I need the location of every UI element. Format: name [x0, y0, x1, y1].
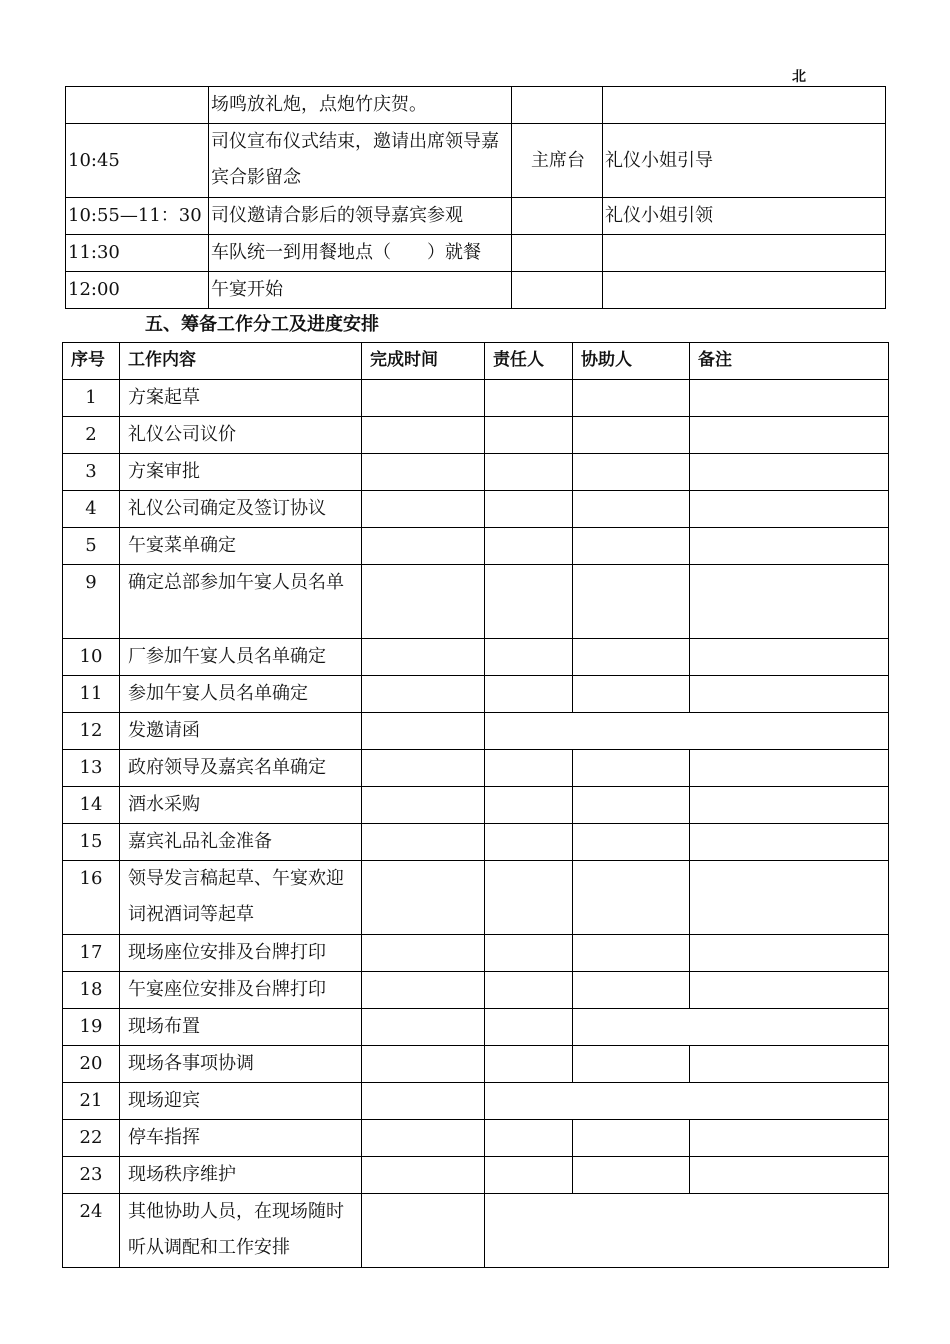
- schedule-row: [66, 87, 886, 124]
- task-number: 18: [63, 972, 120, 1009]
- task-due-time-cell: [362, 1083, 485, 1120]
- task-remarks-cell: [690, 861, 889, 935]
- header-content: 工作内容: [120, 343, 362, 380]
- task-due-time-cell: [362, 1120, 485, 1157]
- task-remarks-cell: [690, 639, 889, 676]
- task-due-time-cell: [362, 972, 485, 1009]
- schedule-time: 11:30: [66, 235, 209, 272]
- task-assistant-cell: [573, 1157, 690, 1194]
- header-number: 序号: [63, 343, 120, 380]
- task-owner-cell: [485, 528, 573, 565]
- task-row: [63, 861, 889, 935]
- task-content: 其他协助人员，在现场随时听从调配和工作安排: [120, 1194, 362, 1268]
- task-row: [63, 713, 889, 750]
- task-row: [63, 528, 889, 565]
- task-owner-cell: [485, 1009, 573, 1046]
- task-merged-cell: [573, 1009, 889, 1046]
- task-content: 政府领导及嘉宾名单确定: [120, 750, 362, 787]
- task-due-time-cell: [362, 1009, 485, 1046]
- task-owner-cell: [485, 1157, 573, 1194]
- task-owner-cell: [485, 861, 573, 935]
- schedule-row: [66, 235, 886, 272]
- task-remarks-cell: [690, 1157, 889, 1194]
- task-row: [63, 1083, 889, 1120]
- schedule-row: [66, 124, 886, 198]
- task-row: [63, 1046, 889, 1083]
- task-owner-cell: [485, 1046, 573, 1083]
- task-header-row: [63, 343, 889, 380]
- task-assistant-cell: [573, 750, 690, 787]
- task-remarks-cell: [690, 565, 889, 639]
- task-content: 现场各事项协调: [120, 1046, 362, 1083]
- task-owner-cell: [485, 565, 573, 639]
- schedule-content: 司仪邀请合影后的领导嘉宾参观: [209, 198, 512, 235]
- task-assistant-cell: [573, 676, 690, 713]
- schedule-place: 主席台: [512, 124, 603, 198]
- task-number: 22: [63, 1120, 120, 1157]
- task-row: [63, 1194, 889, 1268]
- task-content: 现场座位安排及台牌打印: [120, 935, 362, 972]
- schedule-time: 10:45: [66, 124, 209, 198]
- task-merged-cell: [485, 713, 889, 750]
- task-due-time-cell: [362, 528, 485, 565]
- task-remarks-cell: [690, 787, 889, 824]
- task-number: 16: [63, 861, 120, 935]
- task-number: 15: [63, 824, 120, 861]
- task-remarks-cell: [690, 454, 889, 491]
- task-owner-cell: [485, 380, 573, 417]
- task-assistant-cell: [573, 824, 690, 861]
- schedule-time: 12:00: [66, 272, 209, 309]
- header-assistant: 协助人: [573, 343, 690, 380]
- task-row: [63, 787, 889, 824]
- task-content: 午宴菜单确定: [120, 528, 362, 565]
- task-owner-cell: [485, 639, 573, 676]
- task-owner-cell: [485, 824, 573, 861]
- task-number: 17: [63, 935, 120, 972]
- task-owner-cell: [485, 491, 573, 528]
- task-row: [63, 454, 889, 491]
- task-number: 23: [63, 1157, 120, 1194]
- task-row: [63, 824, 889, 861]
- schedule-content: 午宴开始: [209, 272, 512, 309]
- task-due-time-cell: [362, 380, 485, 417]
- task-remarks-cell: [690, 380, 889, 417]
- task-assistant-cell: [573, 639, 690, 676]
- schedule-place: [512, 272, 603, 309]
- task-number: 20: [63, 1046, 120, 1083]
- schedule-row: [66, 272, 886, 309]
- task-remarks-cell: [690, 972, 889, 1009]
- task-content: 嘉宾礼品礼金准备: [120, 824, 362, 861]
- task-number: 11: [63, 676, 120, 713]
- task-number: 4: [63, 491, 120, 528]
- task-owner-cell: [485, 454, 573, 491]
- schedule-place: [512, 87, 603, 124]
- header-due-time: 完成时间: [362, 343, 485, 380]
- task-remarks-cell: [690, 676, 889, 713]
- task-row: [63, 380, 889, 417]
- task-number: 3: [63, 454, 120, 491]
- task-assistant-cell: [573, 454, 690, 491]
- task-assistant-cell: [573, 1046, 690, 1083]
- task-assistant-cell: [573, 380, 690, 417]
- task-remarks-cell: [690, 491, 889, 528]
- task-merged-cell: [485, 1194, 889, 1268]
- task-assistant-cell: [573, 417, 690, 454]
- header-owner: 责任人: [485, 343, 573, 380]
- task-content: 酒水采购: [120, 787, 362, 824]
- task-content: 领导发言稿起草、午宴欢迎词祝酒词等起草: [120, 861, 362, 935]
- task-row: [63, 491, 889, 528]
- task-due-time-cell: [362, 1046, 485, 1083]
- task-number: 13: [63, 750, 120, 787]
- task-content: 方案审批: [120, 454, 362, 491]
- task-owner-cell: [485, 750, 573, 787]
- task-owner-cell: [485, 972, 573, 1009]
- task-due-time-cell: [362, 417, 485, 454]
- task-number: 14: [63, 787, 120, 824]
- task-due-time-cell: [362, 676, 485, 713]
- task-remarks-cell: [690, 1046, 889, 1083]
- task-number: 10: [63, 639, 120, 676]
- task-due-time-cell: [362, 491, 485, 528]
- task-owner-cell: [485, 935, 573, 972]
- task-content: 参加午宴人员名单确定: [120, 676, 362, 713]
- task-assistant-cell: [573, 935, 690, 972]
- task-number: 24: [63, 1194, 120, 1268]
- schedule-place: [512, 235, 603, 272]
- task-assistant-cell: [573, 787, 690, 824]
- task-content: 礼仪公司确定及签订协议: [120, 491, 362, 528]
- task-table: [62, 342, 889, 1268]
- task-row: [63, 676, 889, 713]
- task-row: [63, 972, 889, 1009]
- task-number: 21: [63, 1083, 120, 1120]
- task-row: [63, 417, 889, 454]
- task-assistant-cell: [573, 1120, 690, 1157]
- task-content: 厂参加午宴人员名单确定: [120, 639, 362, 676]
- schedule-place: [512, 198, 603, 235]
- task-content: 现场秩序维护: [120, 1157, 362, 1194]
- task-content: 方案起草: [120, 380, 362, 417]
- task-due-time-cell: [362, 639, 485, 676]
- task-row: [63, 1009, 889, 1046]
- task-content: 午宴座位安排及台牌打印: [120, 972, 362, 1009]
- schedule-note: [603, 235, 886, 272]
- task-content: 礼仪公司议价: [120, 417, 362, 454]
- task-number: 5: [63, 528, 120, 565]
- task-body: [63, 380, 889, 1268]
- task-remarks-cell: [690, 824, 889, 861]
- task-row: [63, 1157, 889, 1194]
- schedule-note: 礼仪小姐引导: [603, 124, 886, 198]
- task-due-time-cell: [362, 565, 485, 639]
- task-row: [63, 565, 889, 639]
- task-content: 确定总部参加午宴人员名单: [120, 565, 362, 639]
- task-owner-cell: [485, 417, 573, 454]
- task-remarks-cell: [690, 1120, 889, 1157]
- task-due-time-cell: [362, 861, 485, 935]
- schedule-content: 车队统一到用餐地点（ ）就餐: [209, 235, 512, 272]
- task-assistant-cell: [573, 565, 690, 639]
- schedule-time: 10:55—11：30: [66, 198, 209, 235]
- task-remarks-cell: [690, 417, 889, 454]
- schedule-table: [65, 86, 886, 309]
- task-remarks-cell: [690, 935, 889, 972]
- task-number: 12: [63, 713, 120, 750]
- task-owner-cell: [485, 787, 573, 824]
- section-title: 五、筹备工作分工及进度安排: [145, 314, 379, 335]
- task-row: [63, 935, 889, 972]
- task-row: [63, 1120, 889, 1157]
- header-remarks: 备注: [690, 343, 889, 380]
- schedule-note: [603, 87, 886, 124]
- task-number: 19: [63, 1009, 120, 1046]
- task-number: 1: [63, 380, 120, 417]
- task-content: 现场迎宾: [120, 1083, 362, 1120]
- task-owner-cell: [485, 676, 573, 713]
- task-content: 停车指挥: [120, 1120, 362, 1157]
- schedule-time: [66, 87, 209, 124]
- task-due-time-cell: [362, 787, 485, 824]
- task-content: 现场布置: [120, 1009, 362, 1046]
- schedule-row: [66, 198, 886, 235]
- task-due-time-cell: [362, 824, 485, 861]
- schedule-note: 礼仪小姐引领: [603, 198, 886, 235]
- task-number: 9: [63, 565, 120, 639]
- task-row: [63, 639, 889, 676]
- task-due-time-cell: [362, 750, 485, 787]
- task-assistant-cell: [573, 972, 690, 1009]
- task-owner-cell: [485, 1120, 573, 1157]
- schedule-content: 司仪宣布仪式结束，邀请出席领导嘉宾合影留念: [209, 124, 512, 198]
- task-assistant-cell: [573, 528, 690, 565]
- task-merged-cell: [485, 1083, 889, 1120]
- task-due-time-cell: [362, 713, 485, 750]
- task-assistant-cell: [573, 491, 690, 528]
- schedule-note: [603, 272, 886, 309]
- task-remarks-cell: [690, 750, 889, 787]
- task-assistant-cell: [573, 861, 690, 935]
- task-due-time-cell: [362, 1157, 485, 1194]
- task-content: 发邀请函: [120, 713, 362, 750]
- schedule-content: 场鸣放礼炮，点炮竹庆贺。: [209, 87, 512, 124]
- task-number: 2: [63, 417, 120, 454]
- page-corner-text: 北: [792, 69, 806, 85]
- task-remarks-cell: [690, 528, 889, 565]
- task-due-time-cell: [362, 935, 485, 972]
- task-due-time-cell: [362, 454, 485, 491]
- task-due-time-cell: [362, 1194, 485, 1268]
- task-row: [63, 750, 889, 787]
